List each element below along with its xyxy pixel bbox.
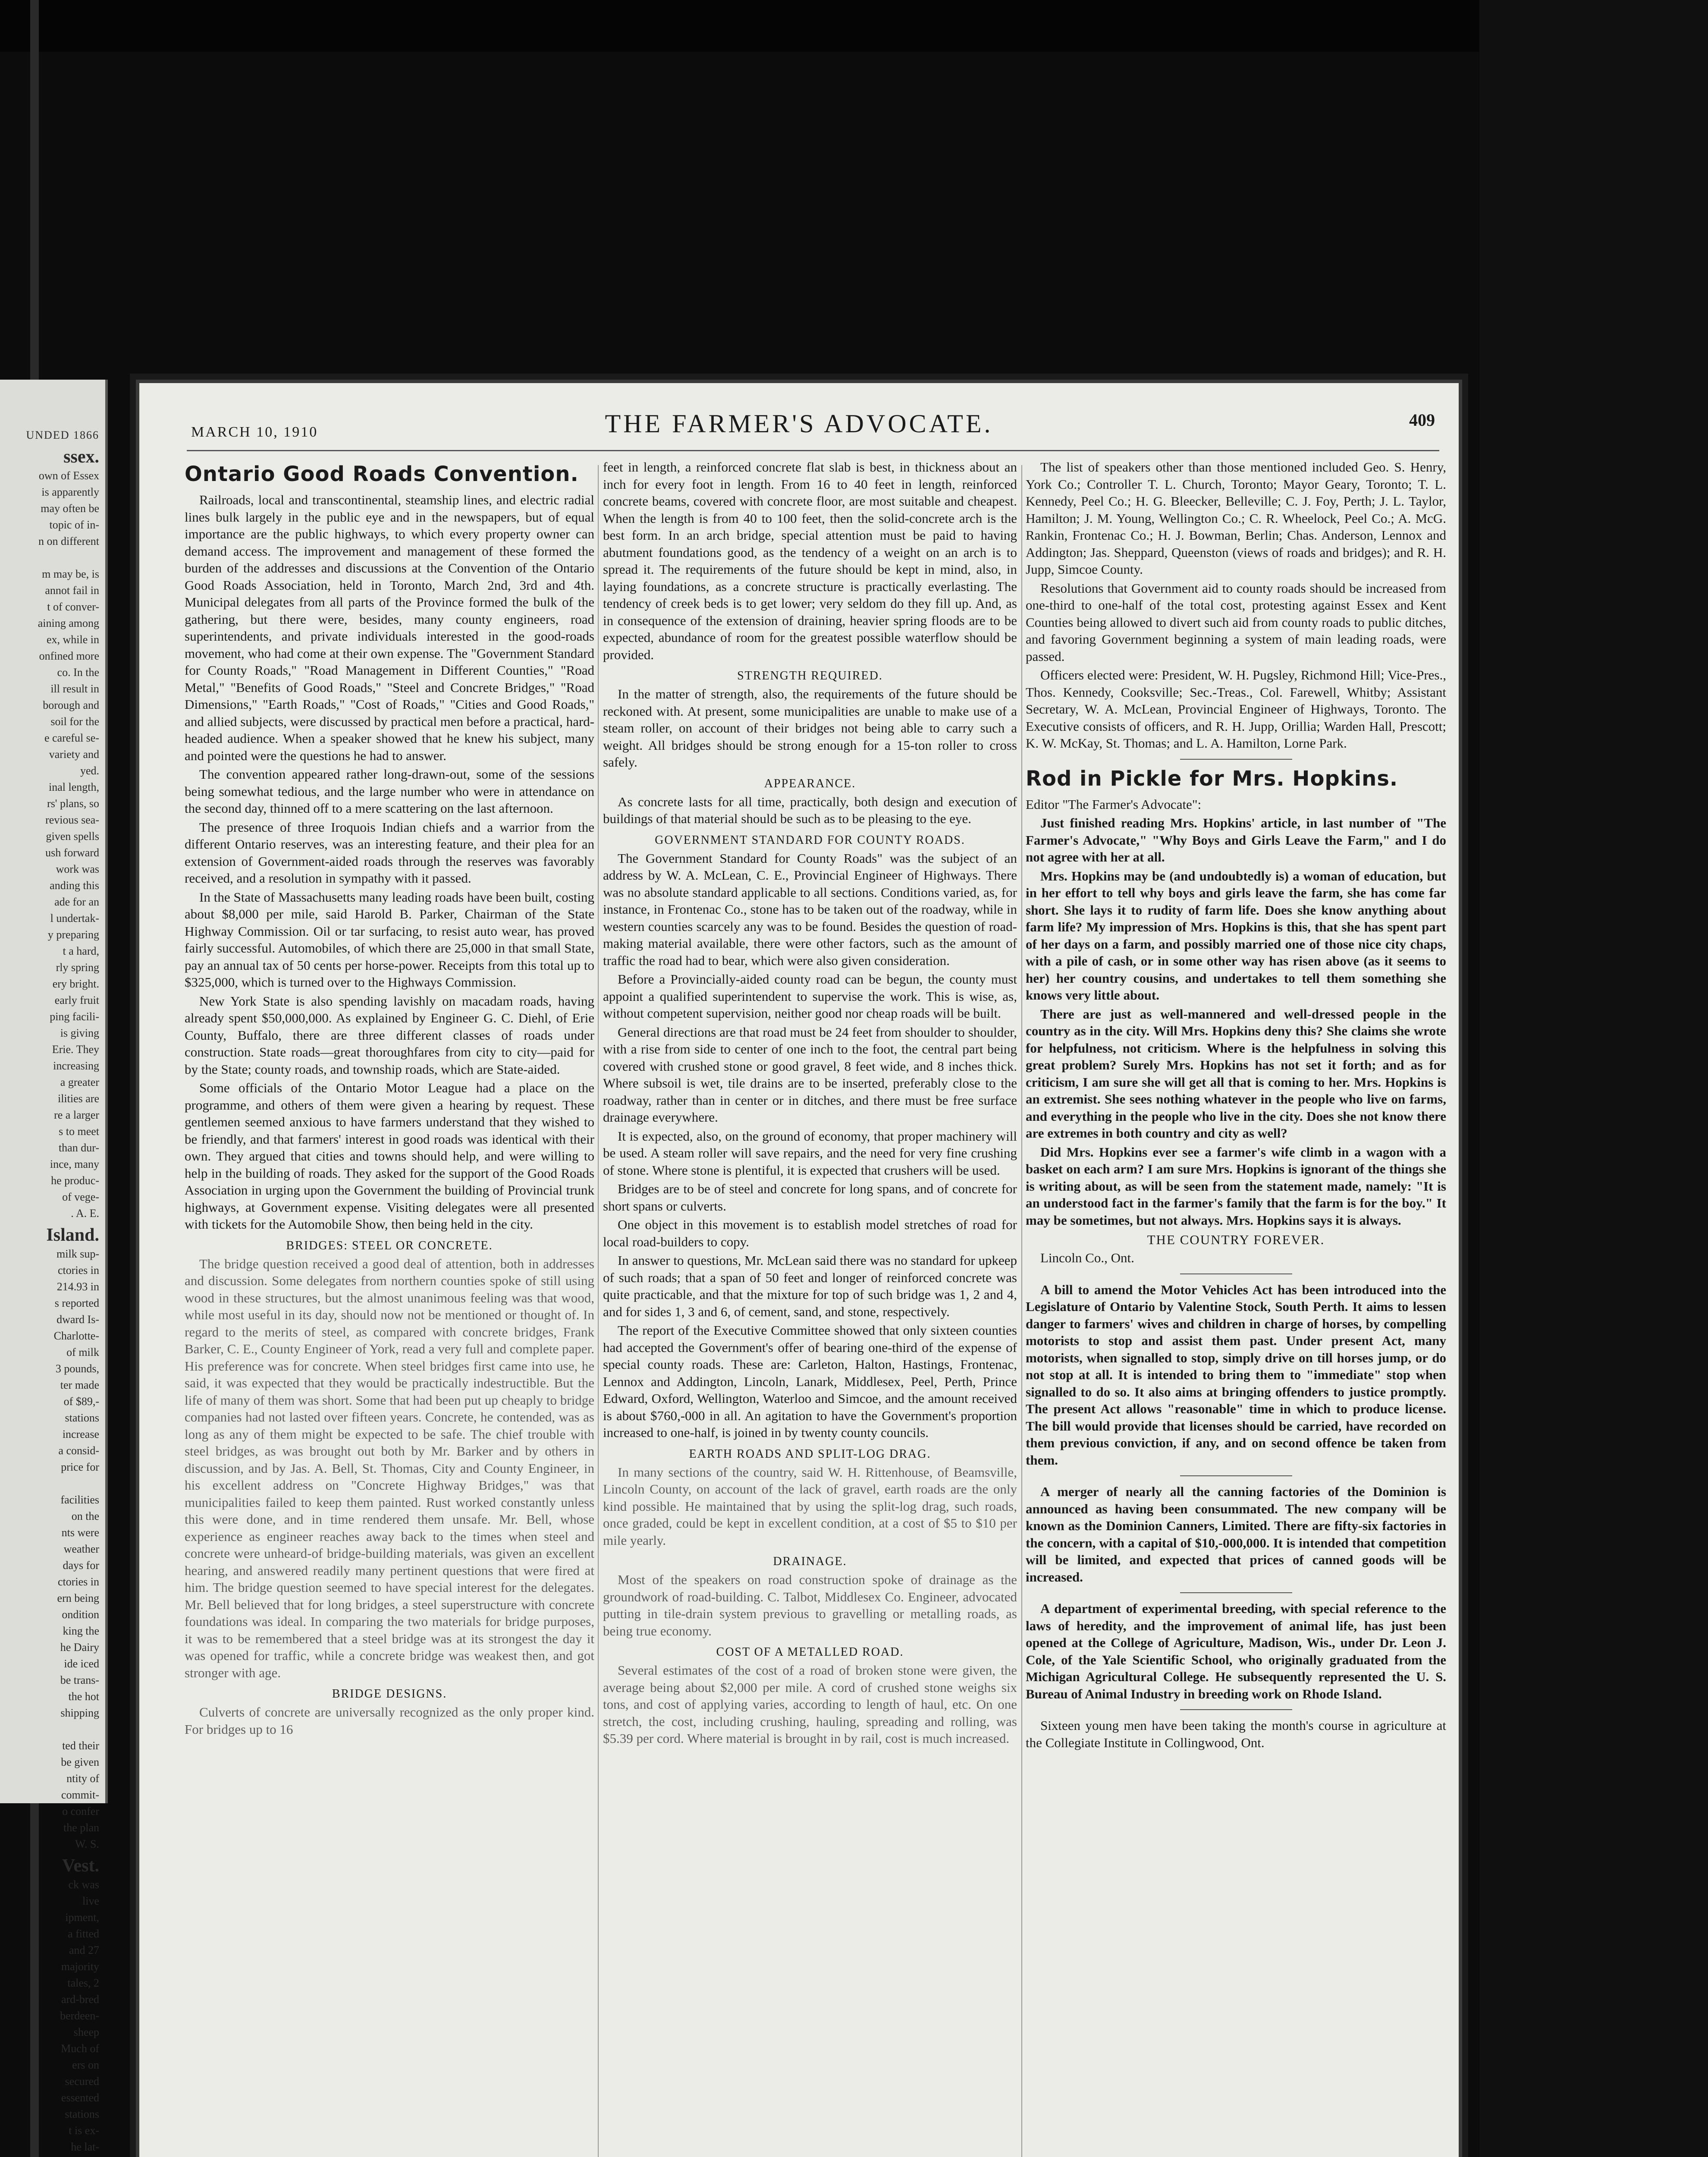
column-divider	[598, 465, 599, 2157]
text-line-fragment: increasing	[53, 1060, 99, 1072]
text-line-fragment: essented	[61, 2091, 99, 2104]
subhead-drainage: DRAINAGE.	[773, 1555, 847, 1568]
text-line-fragment: a fitted	[68, 1927, 99, 1940]
text-line-fragment: be trans-	[60, 1674, 99, 1686]
paragraph: The bridge question received a good deal of attention, both in addresses and discussion. Some delegates from northern counties spoke of still using wood in these structures, but the almost unanimous feeling was that wood, while most useful in its day, should now not be mentioned or thought of. In regard to the merits of steel, as compared with concrete bridges, Frank Barker, C. E., County Engineer of York, read a very full and complete paper. His preference was for concrete. When steel bridges first came into use, he said, it was expected that they would be practically indestructible. But the life of many of them was short. Some that had been put up cheaply to bridge companies had not lasted over fifteen years. Concrete, he contended, was as long as any of them might be expected to be safe. The chief trouble with steel bridges, as was brought out both by Mr. Barker and by others in discussion, and by Jas. A. Bell, St. Thomas, City and County Engineer, in his excellent address on "Concrete Highway Bridges," was that municipalities failed to keep them painted. Rust worked constantly unless this were done, and in time rendered them unsafe. Mr. Bell, whose experience as engineer reaches away back to the times when steel and concrete were unheard-of bridge-building materials, was given an excellent hearing, and answered readily many pertinent questions that were fired at him. The bridge question seemed to have special interest for the delegates. Mr. Bell believed that for long bridges, a steel superstructure with concrete foundations was ideal. In comparing the two materials for bridge purposes, it was to be remembered that a steel bridge was at its strongest the day it was opened for traffic, while a concrete bridge was weakest then, and got stronger with age.	[185, 1256, 594, 1680]
paragraph: Several estimates of the cost of a road of broken stone were given, the average being about $2,000 per mile. A cord of crushed stone weighs six tons, and cost of applying varies, according to length of haul, etc. On one stretch, the cost, including crushing, hauling, spreading and rolling, was $5.39 per cord. Where material is brought in by rail, cost is much increased.	[603, 1663, 1017, 1746]
text-line-fragment: is giving	[60, 1027, 99, 1039]
section-rule	[1180, 1709, 1292, 1710]
paragraph: A merger of nearly all the canning factories of the Dominion is announced as having been consummated. The new company will be known as the Dominion Canners, Limited. There are fifty-six factories in the concern, with a capital of $10,-000,000. It is intended that competition will be limited, and expected that prices of canned goods will be increased.	[1026, 1484, 1446, 1585]
text-line-fragment: Erie. They	[52, 1043, 99, 1056]
previous-lines-1	[0, 468, 99, 1222]
text-line-fragment: ter made	[60, 1379, 99, 1391]
text-line-fragment: king the	[63, 1625, 99, 1637]
article-paragraphs	[1026, 814, 1446, 1229]
article-paragraphs	[185, 1704, 594, 1738]
text-line-fragment: stations	[65, 1412, 99, 1424]
article-paragraphs	[1026, 1717, 1446, 1751]
text-line-fragment: nts were	[61, 1526, 99, 1539]
text-line-fragment: 214.93 in	[57, 1280, 99, 1293]
text-line-fragment: ondition	[62, 1608, 99, 1621]
article-paragraphs	[603, 685, 1017, 771]
text-line-fragment: yed.	[80, 764, 99, 777]
text-line-fragment: of vege-	[62, 1191, 99, 1203]
text-line-fragment: facilities	[60, 1494, 99, 1506]
text-line-fragment: annot fail in	[45, 584, 99, 597]
subhead-bridges: BRIDGES: STEEL OR CONCRETE.	[286, 1239, 493, 1252]
subhead-bridge-designs: BRIDGE DESIGNS.	[332, 1687, 447, 1701]
text-line-fragment: majority	[61, 1960, 99, 1973]
article-paragraphs	[1026, 1483, 1446, 1585]
paragraph: feet in length, a reinforced concrete flat slab is best, in thickness about an inch for every foot in length. From 16 to 40 feet in length, reinforced concrete beams, covered with concrete floor, are most suitable and cheapest. When the length is from 40 to 100 feet, then the solid-concrete arch is the best form. In an arch bridge, special attention must be paid to having abutment foundations good, as the tendency of a weight on an arch is to spread it. The requirements of the future should be kept in mind, also, in laying foundations, as a concrete structure is practically everlasting. The tendency of creek beds is to get lower; very seldom do they fill up. And, as in consequence of the extension of draining, heavier spring floods are to be expected, abundance of room for the greatest possible waterflow should be provided.	[603, 459, 1017, 662]
section-rule	[1180, 1475, 1292, 1476]
text-line-fragment: ince, many	[50, 1158, 99, 1170]
text-line-fragment: price for	[61, 1461, 99, 1473]
text-line-fragment: ctories in	[57, 1575, 99, 1588]
paragraph: Officers elected were: President, W. H. Pugsley, Richmond Hill; Vice-Pres., Thos. Kennedy, Cooksville; Sec.-Treas., Col. Farewell, Whitby; Assistant Secretary, W. A. McLean, Provincial Engineer of Highways, Toronto. The Executive consists of officers, and R. H. Jupp, Orillia; Warden Hall, Prescott; K. W. McKay, St. Thomas; and L. A. Hamilton, Lorne Park.	[1026, 667, 1446, 751]
article-title-good-roads: Ontario Good Roads Convention.	[185, 462, 579, 486]
paragraph: The Government Standard for County Roads" was the subject of an address by W. A. McLean, C. E., Provincial Engineer of Highways. There was no absolute standard applicable to all sections. Conditions varied, as, for instance, in Frontenac Co., stone has to be taken out of the roadway, while in western counties scarcely any was to be found. Besides the question of road-making material available, there were other factors, such as the amount of traffic the road had to bear, which were also given consideration.	[603, 850, 1017, 968]
article-paragraphs	[603, 793, 1017, 827]
page-number: 409	[1409, 410, 1435, 430]
paragraph: The report of the Executive Committee showed that only sixteen counties had accepted the Government's offer of bearing one-third of the expense of special county roads. These are: Carleton, Halton, Hastings, Frontenac, Lennox and Addington, Lincoln, Lanark, Middlesex, Peel, Perth, Prince Edward, Oxford, Wellington, Waterloo and Simcoe, and the amount received is about $760,-000 in all. An agitation to have the Government's proportion increased to one-half, is joined in by twenty county councils.	[603, 1323, 1017, 1440]
paragraph: General directions are that road must be 24 feet from shoulder to shoulder, with a rise from side to center of one inch to the foot, the central part being covered with crushed stone or good gravel, 8 feet wide, and 8 inches thick. Where subsoil is wet, tile drains are to be inserted, preferably close to the roadway, rather than in center or in ditches, and there must be free surface drainage everywhere.	[603, 1024, 1017, 1125]
paragraph: Culverts of concrete are universally recognized as the only proper kind. For bridges up to 16	[185, 1704, 594, 1737]
text-line-fragment: days for	[63, 1559, 99, 1572]
text-line-fragment: ade for an	[54, 896, 99, 908]
text-line-fragment: ard-bred	[61, 1993, 99, 2006]
text-line-fragment: on the	[71, 1510, 99, 1522]
article-paragraphs	[185, 491, 594, 1233]
paragraph: Resolutions that Government aid to county roads should be increased from one-third to one-half of the total cost, protesting against Essex and Kent Counties being allowed to divert such aid from county roads to public ditches, and favoring Government beginning a system of main leading roads, were passed.	[1026, 580, 1446, 664]
text-line-fragment: he Dairy	[60, 1641, 99, 1654]
section-rule	[1180, 1273, 1292, 1274]
text-line-fragment: ck was	[68, 1878, 99, 1891]
text-line-fragment: ide iced	[64, 1657, 99, 1670]
article-paragraphs	[1026, 1281, 1446, 1469]
text-line-fragment: and 27	[69, 1944, 99, 1956]
text-line-fragment: may often be	[41, 502, 99, 515]
text-line-fragment: s to meet	[59, 1125, 99, 1138]
text-line-fragment: commit-	[61, 1789, 99, 1801]
previous-lines-3	[0, 1877, 99, 2157]
paragraph: Just finished reading Mrs. Hopkins' article, in last number of "The Farmer's Advocate," "Why Boys and Girls Leave the Farm," and I do not agree with her at all.	[1026, 815, 1446, 865]
paragraph: In answer to questions, Mr. McLean said there was no standard for upkeep of such roads; that a span of 50 feet and longer of reinforced concrete was quite practicable, and that the mixture for top of such bridge was 1, 2 and 4, and for sides 1, 3 and 6, of cement, sand, and stone, respectively.	[603, 1253, 1017, 1319]
text-line-fragment	[0, 1475, 99, 1492]
text-line-fragment: is apparently	[41, 486, 99, 498]
paragraph: It is expected, also, on the ground of economy, that proper machinery will be used. A steam roller will save repairs, and the need for very fine crushing of stone. Where stone is plentiful, it is expected that crushers will be used.	[603, 1128, 1017, 1178]
text-line-fragment: W. S.	[75, 1838, 99, 1850]
column-3	[1026, 459, 1446, 2157]
text-line-fragment: borough and	[43, 699, 99, 711]
paragraph: Before a Provincially-aided county road can be begun, the county must appoint a qualified superintendent to supervise the work. This is wise, as, without competent supervision, neither good nor cheap roads will be built.	[603, 972, 1017, 1021]
letter-signature: THE COUNTRY FOREVER.	[1147, 1232, 1325, 1247]
publication-title: THE FARMER'S ADVOCATE.	[605, 409, 993, 438]
article-paragraphs	[603, 459, 1017, 663]
article-title-rod-in-pickle: Rod in Pickle for Mrs. Hopkins.	[1026, 766, 1398, 791]
paragraph: There are just as well-mannered and well-dressed people in the country as in the city. Will Mrs. Hopkins deny this? She claims she wrote for helpfulness, not criticism. Where is the helpfulness in solving this great problem? Surely Mrs. Hopkins has not set it forth; and as for criticism, I am sure she will get all that is coming to her. Mrs. Hopkins is an extremist. She sees nothing whatever in the people who live on farms, and everything in the people who live in the city. Does she not know there are extremes in both country and city as well?	[1026, 1006, 1446, 1141]
text-line-fragment: ush forward	[45, 846, 99, 859]
paragraph: Some officials of the Ontario Motor League had a place on the programme, and others of them were given a hearing by request. These gentlemen seemed anxious to have farmers understand that they wished to be friendly, and that farmers' interest in good roads was identical with their own. They argued that cities and towns should help, and were willing to help in the building of roads. They asked for the support of the Good Roads Association in urging upon the Government the building of Provincial trunk highways, at Government expense. Visiting delegates were all presented with tickets for the Automobile Show, then being held in the city.	[185, 1080, 594, 1232]
paragraph: As concrete lasts for all time, practically, both design and execution of buildings of that material should be such as to be pleasing to the eye.	[603, 794, 1017, 826]
text-line-fragment: tales, 2	[67, 1977, 99, 1989]
article-paragraphs	[1026, 459, 1446, 752]
text-line-fragment: re a larger	[54, 1109, 99, 1121]
subhead-earth-roads: EARTH ROADS AND SPLIT-LOG DRAG.	[689, 1447, 931, 1461]
text-line-fragment: ilities are	[57, 1092, 99, 1105]
previous-heading-1: ssex.	[63, 447, 99, 467]
text-line-fragment: y preparing	[47, 928, 99, 941]
text-line-fragment: be given	[61, 1756, 99, 1768]
text-line-fragment: 3 pounds,	[55, 1362, 99, 1375]
text-line-fragment: n on different	[38, 535, 99, 547]
previous-heading-2: Island.	[46, 1225, 99, 1245]
subhead-appearance: APPEARANCE.	[764, 777, 856, 790]
text-line-fragment: he lat-	[71, 2141, 99, 2153]
text-line-fragment: the plan	[63, 1821, 99, 1834]
text-line-fragment: aining among	[38, 617, 99, 629]
paragraph: Sixteen young men have been taking the month's course in agriculture at the Collegiate Institute in Collingwood, Ont.	[1026, 1718, 1446, 1750]
text-line-fragment: given spells	[46, 830, 99, 843]
text-line-fragment: early fruit	[54, 994, 99, 1006]
text-line-fragment: a consid-	[58, 1444, 99, 1457]
previous-page-fragment	[0, 380, 108, 2153]
text-line-fragment: work was	[56, 863, 99, 875]
column-2	[603, 459, 1017, 2157]
paragraph: The convention appeared rather long-drawn-out, some of the sessions being somewhat tedious, and the large number who were in attendance on the second day, thinned off to a mere scattering on the last afternoon.	[185, 767, 594, 816]
paragraph: Railroads, local and transcontinental, steamship lines, and electric radial lines bulk largely in the public eye and in the newspapers, but of equal importance are the public highways, to which every property owner can demand access. The improvement and management of these formed the burden of the addresses and discussions at the Convention of the Ontario Good Roads Association, held in Toronto, March 2nd, 3rd and 4th. Municipal delegates from all parts of the Province formed the bulk of the gathering, but there were, besides, many county engineers, road superintendents, and private individuals interested in the good-roads movement, who had come at their own expense. The "Government Standard for County Roads," "Road Management in Different Counties," "Road Metal," "Benefits of Good Roads," "Steel and Concrete Bridges," "Road Dimensions," "Earth Roads," "Cost of Roads," "Cities and Good Roads," and allied subjects, were discussed by practical men before a practical, hard-headed audience. When a speaker showed that he knew his subject, many and pointed were the questions he had to answer.	[185, 492, 594, 763]
text-line-fragment: ern being	[57, 1592, 99, 1604]
text-line-fragment: t of conver-	[47, 601, 99, 613]
subhead-strength: STRENGTH REQUIRED.	[737, 669, 883, 682]
text-line-fragment	[0, 2155, 99, 2157]
text-line-fragment: own of Essex	[38, 469, 99, 482]
paragraph: In many sections of the country, said W. H. Rittenhouse, of Beamsville, Lincoln County, on account of the lack of gravel, earth roads are the only kind possible. He maintained that by using the split-log drag, such roads, once graded, could be kept in excellent condition, at a cost of $5 to $10 per mile yearly.	[603, 1464, 1017, 1548]
masthead	[139, 383, 1459, 440]
text-line-fragment: ers on	[72, 2059, 99, 2071]
text-line-fragment: he produc-	[51, 1174, 99, 1187]
paragraph: In the matter of strength, also, the requirements of the future should be reckoned with. At present, some municipalities are unable to make use of a steam roller, on account of their bridges not being able to carry such a weight. All bridges should be strong enough for a 15-ton roller to cross safely.	[603, 686, 1017, 770]
text-line-fragment: t is ex-	[69, 2124, 99, 2137]
section-rule	[1180, 759, 1292, 760]
text-line-fragment: milk sup-	[57, 1248, 99, 1260]
text-line-fragment	[0, 550, 99, 566]
text-line-fragment: of milk	[66, 1346, 99, 1358]
text-line-fragment: sheep	[73, 2026, 99, 2038]
paragraph: Most of the speakers on road construction spoke of drainage as the groundwork of road-building. C. Talbot, Middlesex Co. Engineer, advocated putting in tile-drain system previous to gravelling or metalling roads, as being true economy.	[603, 1572, 1017, 1638]
letter-location: Lincoln Co., Ont.	[1040, 1250, 1134, 1265]
paragraph: A bill to amend the Motor Vehicles Act has been introduced into the Legislature of Ontario by Valentine Stock, South Perth. It aims to lessen danger to farmers' wives and children in charge of horses, by compelling motorists to stop and assist them past. Under present Act, many motorists, when signalled to stop, simply drive on till horses jump, or do not stop at all. It is intended to bring them to "immediate" stop when signalled to do so. It also aims at bringing offenders to justice promptly. The present Act allows "reasonable" time in which to produce license. The bill would provide that licenses should be carried, have recorded on them previous conviction, if any, and on second offence be taken from them.	[1026, 1282, 1446, 1468]
text-line-fragment: Charlotte-	[53, 1330, 99, 1342]
text-line-fragment: secured	[65, 2075, 99, 2088]
article-paragraphs	[185, 1255, 594, 1682]
previous-lines-2	[0, 1246, 99, 1852]
text-line-fragment: t a hard,	[63, 945, 99, 957]
paragraph: Did Mrs. Hopkins ever see a farmer's wife climb in a wagon with a basket on each arm? I am sure Mrs. Hopkins is ignorant of the things she is writing about, as will be seen from the statement made, namely: "It is an understood fact in the farmer's family that the farm is for the boy." It may be sometimes, but not always. Mrs. Hopkins says it is always.	[1026, 1144, 1446, 1228]
text-line-fragment: shipping	[60, 1707, 99, 1719]
paragraph: A department of experimental breeding, with special reference to the laws of heredity, and the improvement of animal life, has just been opened at the College of Agriculture, Madison, Wis., under Dr. Leon J. Cole, of the Yale Scientific School, who originally graduated from the Michigan Agricultural College. He subsequently represented the U. S. Bureau of Animal Industry in breeding work on Rhode Island.	[1026, 1601, 1446, 1701]
text-line-fragment: the hot	[68, 1690, 99, 1703]
text-line-fragment: ex, while in	[46, 633, 99, 646]
paragraph: New York State is also spending lavishly on macadam roads, having already spent $50,000,000. As explained by Engineer G. C. Diehl, of Erie County, Buffalo, there are three different classes of roads under construction. State roads—great thoroughfares from city to city—paid for by the State; county roads, and township roads, which are State-aided.	[185, 993, 594, 1077]
text-line-fragment: ipment,	[65, 1911, 99, 1924]
paragraph: One object in this movement is to establish model stretches of road for local road-builders to copy.	[603, 1217, 1017, 1249]
text-line-fragment: stations	[65, 2108, 99, 2120]
newspaper-page	[136, 380, 1462, 2157]
column-divider	[1021, 465, 1022, 2157]
text-line-fragment: revious sea-	[45, 814, 99, 826]
text-line-fragment: ted their	[62, 1739, 99, 1752]
text-line-fragment: Much of	[61, 2042, 99, 2055]
paragraph: Mrs. Hopkins may be (and undoubtedly is) a woman of education, but in her effort to tell why boys and girls leave the farm, she has come far short. She lays it to rudity of farm life. Does she know anything about farm life? My impression of Mrs. Hopkins is this, that she has spent part of her days on a farm, and possibly married one of those nice city chaps, with a pile of cash, or in some other way has risen above (as it seems to her) her country cousins, and undertakes to tell them something she knows very little about.	[1026, 868, 1446, 1003]
text-line-fragment: onfined more	[39, 650, 99, 662]
text-line-fragment: l undertak-	[50, 912, 99, 924]
previous-page-header: UNDED 1866	[26, 429, 99, 441]
article-paragraphs	[1026, 1600, 1446, 1702]
paragraph: Bridges are to be of steel and concrete for long spans, and of concrete for short spans or culverts.	[603, 1181, 1017, 1214]
text-line-fragment: inal length,	[49, 781, 99, 793]
previous-page-column	[0, 380, 99, 2157]
text-line-fragment: e careful se-	[44, 732, 99, 744]
text-line-fragment: topic of in-	[49, 519, 99, 531]
text-line-fragment: increase	[62, 1428, 99, 1440]
text-line-fragment: ntity of	[66, 1772, 99, 1785]
text-line-fragment: than dur-	[58, 1141, 99, 1154]
editor-salutation: Editor "The Farmer's Advocate":	[1026, 796, 1202, 812]
article-paragraphs	[603, 1662, 1017, 1747]
section-rule	[1180, 1592, 1292, 1593]
text-line-fragment: m may be, is	[42, 568, 99, 580]
issue-date: MARCH 10, 1910	[191, 424, 318, 440]
previous-heading-3: Vest.	[62, 1856, 99, 1876]
text-line-fragment: ery bright.	[52, 978, 99, 990]
text-line-fragment: soil for the	[50, 715, 99, 728]
scanner-background-right	[1479, 0, 1708, 2157]
text-line-fragment: co. In the	[57, 666, 99, 679]
paragraph: The list of speakers other than those mentioned included Geo. S. Henry, York Co.; Controller T. L. Church, Toronto; Mayor Geary, Toronto; T. L. Kennedy, Peel Co.; H. G. Bleecker, Belleville; C. J. Foy, Perth; J. L. Taylor, Hamilton; J. M. Young, Wellington Co.; C. R. Wheelock, Peel Co.; A. McG. Rankin, Frontenac Co.; H. J. Bowman, Berlin; Chas. Anderson, Lennox and Addington; Jas. Sheppard, Queenston (views of roads and bridges); and R. H. Jupp, Simcoe County.	[1026, 459, 1446, 577]
text-line-fragment: weather	[63, 1543, 99, 1555]
masthead-rule	[187, 450, 1439, 451]
article-paragraphs	[603, 850, 1017, 1441]
text-line-fragment: live	[82, 1895, 99, 1907]
text-line-fragment: ctories in	[57, 1264, 99, 1277]
subhead-cost-metalled-road: COST OF A METALLED ROAD.	[716, 1645, 904, 1659]
text-line-fragment	[0, 1721, 99, 1738]
text-line-fragment: rly spring	[56, 961, 99, 974]
text-line-fragment: ill result in	[50, 682, 99, 695]
text-line-fragment: anding this	[50, 879, 99, 892]
text-line-fragment: o confer	[62, 1805, 99, 1817]
text-line-fragment: variety and	[49, 748, 99, 761]
text-line-fragment: . A. E.	[71, 1207, 99, 1220]
text-line-fragment: of $89,-	[63, 1395, 99, 1408]
text-line-fragment: berdeen-	[60, 2009, 99, 2022]
article-paragraphs	[603, 1464, 1017, 1549]
article-paragraphs	[603, 1571, 1017, 1639]
text-line-fragment: s reported	[54, 1297, 99, 1309]
subhead-government-standard: GOVERNMENT STANDARD FOR COUNTY ROADS.	[655, 833, 965, 847]
paragraph: The presence of three Iroquois Indian chiefs and a warrior from the different Ontario reserves, was an interesting feature, and their plea for an extension of Government-aided roads through the reserves was favorably received, and a resolution in sympathy with it passed.	[185, 819, 594, 886]
text-line-fragment: dward Is-	[57, 1313, 99, 1326]
column-1	[185, 459, 594, 2157]
scanner-edge-top	[0, 0, 1708, 52]
text-line-fragment: rs' plans, so	[47, 797, 99, 810]
paragraph: In the State of Massachusetts many leading roads have been built, costing about $8,000 per mile, said Harold B. Parker, Chairman of the State Highway Commission. Oil or tar surfacing, to resist auto wear, has proved fairly successful. Automobiles, of which there are 25,000 in that small State, pay an annual tax of 50 cents per horse-power. Receipts from this total up to $325,000, which is turned over to the Highways Commission.	[185, 889, 594, 990]
text-line-fragment: a greater	[60, 1076, 99, 1088]
text-line-fragment: ping facili-	[50, 1010, 99, 1023]
